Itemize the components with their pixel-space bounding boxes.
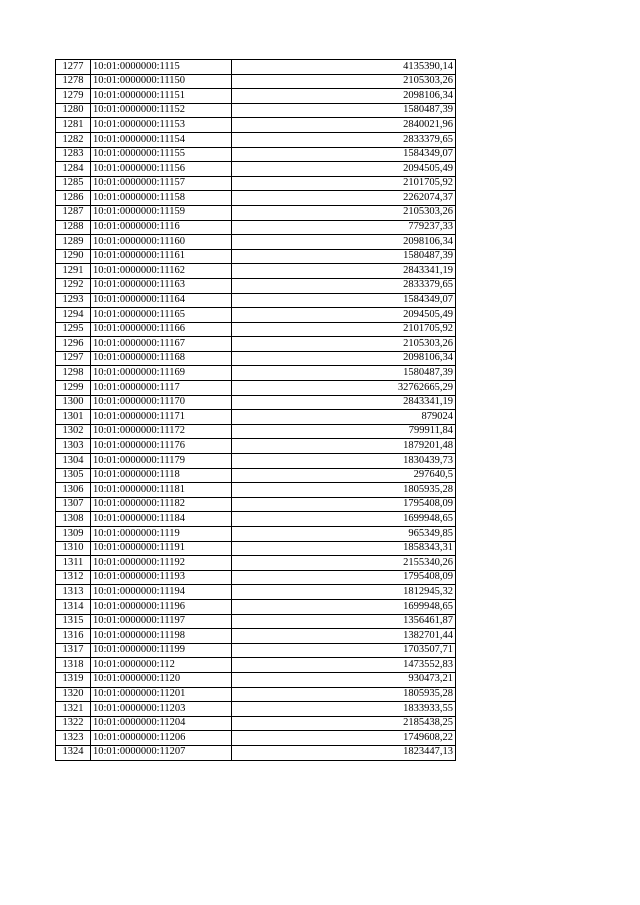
cadastral-number-cell: 10:01:0000000:11179: [91, 454, 232, 469]
cadastral-number-cell: 10:01:0000000:11153: [91, 118, 232, 133]
row-number-cell: 1318: [56, 658, 91, 673]
table-row: [56, 366, 456, 381]
cadastral-number-cell: 10:01:0000000:11191: [91, 541, 232, 556]
table-row: [56, 672, 456, 687]
cadastral-number-cell: 10:01:0000000:11169: [91, 366, 232, 381]
cadastral-value-table: [55, 59, 456, 761]
cadastral-number-cell: 10:01:0000000:11167: [91, 337, 232, 352]
cadastral-value-cell: 2101705,92: [232, 322, 456, 337]
table-row: [56, 570, 456, 585]
table-row: [56, 308, 456, 323]
cadastral-number-cell: 10:01:0000000:1116: [91, 220, 232, 235]
cadastral-value-cell: 1830439,73: [232, 454, 456, 469]
cadastral-value-cell: 879024: [232, 410, 456, 425]
cadastral-value-cell: 1749608,22: [232, 731, 456, 746]
row-number-cell: 1322: [56, 716, 91, 731]
cadastral-value-cell: 2833379,65: [232, 132, 456, 147]
row-number-cell: 1280: [56, 103, 91, 118]
table-row: [56, 454, 456, 469]
table-row: [56, 60, 456, 75]
cadastral-value-cell: 1805935,28: [232, 483, 456, 498]
cadastral-number-cell: 10:01:0000000:11172: [91, 424, 232, 439]
row-number-cell: 1314: [56, 599, 91, 614]
row-number-cell: 1316: [56, 629, 91, 644]
cadastral-value-cell: 1382701,44: [232, 629, 456, 644]
cadastral-number-cell: 10:01:0000000:11196: [91, 599, 232, 614]
cadastral-value-cell: 1858343,31: [232, 541, 456, 556]
row-number-cell: 1309: [56, 527, 91, 542]
cadastral-number-cell: 10:01:0000000:11206: [91, 731, 232, 746]
row-number-cell: 1278: [56, 74, 91, 89]
row-number-cell: 1281: [56, 118, 91, 133]
row-number-cell: 1286: [56, 191, 91, 206]
table-row: [56, 439, 456, 454]
cadastral-value-cell: 1473552,83: [232, 658, 456, 673]
table-row: [56, 278, 456, 293]
cadastral-number-cell: 10:01:0000000:11156: [91, 162, 232, 177]
row-number-cell: 1282: [56, 132, 91, 147]
cadastral-number-cell: 10:01:0000000:11152: [91, 103, 232, 118]
cadastral-number-cell: 10:01:0000000:11197: [91, 614, 232, 629]
row-number-cell: 1305: [56, 468, 91, 483]
cadastral-value-cell: 2098106,34: [232, 351, 456, 366]
cadastral-value-cell: 1699948,65: [232, 599, 456, 614]
cadastral-value-cell: 32762665,29: [232, 381, 456, 396]
cadastral-value-cell: 1823447,13: [232, 745, 456, 760]
table-row: [56, 410, 456, 425]
row-number-cell: 1300: [56, 395, 91, 410]
cadastral-number-cell: 10:01:0000000:11157: [91, 176, 232, 191]
row-number-cell: 1285: [56, 176, 91, 191]
row-number-cell: 1288: [56, 220, 91, 235]
table-row: [56, 658, 456, 673]
table-row: [56, 716, 456, 731]
cadastral-number-cell: 10:01:0000000:11166: [91, 322, 232, 337]
table-row: [56, 556, 456, 571]
table-row: [56, 497, 456, 512]
row-number-cell: 1296: [56, 337, 91, 352]
cadastral-value-cell: 2105303,26: [232, 74, 456, 89]
cadastral-value-cell: 799911,84: [232, 424, 456, 439]
cadastral-number-cell: 10:01:0000000:11199: [91, 643, 232, 658]
row-number-cell: 1312: [56, 570, 91, 585]
cadastral-value-cell: 1584349,07: [232, 293, 456, 308]
table-row: [56, 220, 456, 235]
cadastral-value-cell: 297640,5: [232, 468, 456, 483]
cadastral-number-cell: 10:01:0000000:11182: [91, 497, 232, 512]
cadastral-number-cell: 10:01:0000000:11155: [91, 147, 232, 162]
table-row: [56, 731, 456, 746]
row-number-cell: 1293: [56, 293, 91, 308]
table-row: [56, 249, 456, 264]
cadastral-number-cell: 10:01:0000000:11164: [91, 293, 232, 308]
cadastral-value-cell: 4135390,14: [232, 60, 456, 75]
table-row: [56, 585, 456, 600]
table-row: [56, 89, 456, 104]
row-number-cell: 1304: [56, 454, 91, 469]
cadastral-value-cell: 1580487,39: [232, 366, 456, 381]
table-row: [56, 483, 456, 498]
row-number-cell: 1301: [56, 410, 91, 425]
cadastral-number-cell: 10:01:0000000:11193: [91, 570, 232, 585]
cadastral-number-cell: 10:01:0000000:11203: [91, 702, 232, 717]
cadastral-number-cell: 10:01:0000000:11168: [91, 351, 232, 366]
cadastral-number-cell: 10:01:0000000:11151: [91, 89, 232, 104]
cadastral-value-cell: 1795408,09: [232, 570, 456, 585]
cadastral-number-cell: 10:01:0000000:11158: [91, 191, 232, 206]
cadastral-number-cell: 10:01:0000000:11198: [91, 629, 232, 644]
row-number-cell: 1315: [56, 614, 91, 629]
table-body: [56, 60, 456, 761]
cadastral-number-cell: 10:01:0000000:1118: [91, 468, 232, 483]
row-number-cell: 1308: [56, 512, 91, 527]
cadastral-value-cell: 1703507,71: [232, 643, 456, 658]
table-row: [56, 745, 456, 760]
table-row: [56, 337, 456, 352]
table-row: [56, 468, 456, 483]
row-number-cell: 1310: [56, 541, 91, 556]
cadastral-value-cell: 2843341,19: [232, 395, 456, 410]
cadastral-number-cell: 10:01:0000000:11165: [91, 308, 232, 323]
cadastral-value-cell: 2105303,26: [232, 337, 456, 352]
row-number-cell: 1297: [56, 351, 91, 366]
cadastral-number-cell: 10:01:0000000:1119: [91, 527, 232, 542]
row-number-cell: 1290: [56, 249, 91, 264]
table-row: [56, 395, 456, 410]
cadastral-value-cell: 2094505,49: [232, 162, 456, 177]
cadastral-value-cell: 1356461,87: [232, 614, 456, 629]
cadastral-number-cell: 10:01:0000000:1117: [91, 381, 232, 396]
row-number-cell: 1302: [56, 424, 91, 439]
table-row: [56, 176, 456, 191]
cadastral-value-cell: 2155340,26: [232, 556, 456, 571]
row-number-cell: 1289: [56, 235, 91, 250]
cadastral-number-cell: 10:01:0000000:11181: [91, 483, 232, 498]
row-number-cell: 1319: [56, 672, 91, 687]
table-row: [56, 205, 456, 220]
cadastral-value-cell: 1584349,07: [232, 147, 456, 162]
cadastral-number-cell: 10:01:0000000:11160: [91, 235, 232, 250]
row-number-cell: 1303: [56, 439, 91, 454]
row-number-cell: 1279: [56, 89, 91, 104]
cadastral-value-cell: 2105303,26: [232, 205, 456, 220]
cadastral-value-cell: 930473,21: [232, 672, 456, 687]
table-row: [56, 74, 456, 89]
row-number-cell: 1295: [56, 322, 91, 337]
row-number-cell: 1283: [56, 147, 91, 162]
cadastral-number-cell: 10:01:0000000:11162: [91, 264, 232, 279]
table-row: [56, 687, 456, 702]
cadastral-number-cell: 10:01:0000000:11171: [91, 410, 232, 425]
table-row: [56, 264, 456, 279]
table-row: [56, 147, 456, 162]
cadastral-number-cell: 10:01:0000000:11194: [91, 585, 232, 600]
table-row: [56, 614, 456, 629]
row-number-cell: 1299: [56, 381, 91, 396]
cadastral-value-cell: 1795408,09: [232, 497, 456, 512]
cadastral-value-cell: 2101705,92: [232, 176, 456, 191]
row-number-cell: 1313: [56, 585, 91, 600]
table-row: [56, 103, 456, 118]
cadastral-number-cell: 10:01:0000000:11159: [91, 205, 232, 220]
table-row: [56, 599, 456, 614]
row-number-cell: 1323: [56, 731, 91, 746]
table-row: [56, 191, 456, 206]
row-number-cell: 1306: [56, 483, 91, 498]
cadastral-value-cell: 1699948,65: [232, 512, 456, 527]
row-number-cell: 1294: [56, 308, 91, 323]
table-row: [56, 162, 456, 177]
cadastral-value-cell: 1580487,39: [232, 249, 456, 264]
table-row: [56, 235, 456, 250]
table-row: [56, 702, 456, 717]
cadastral-value-cell: 1833933,55: [232, 702, 456, 717]
table-row: [56, 322, 456, 337]
cadastral-value-cell: 965349,85: [232, 527, 456, 542]
cadastral-value-cell: 2094505,49: [232, 308, 456, 323]
cadastral-number-cell: 10:01:0000000:11184: [91, 512, 232, 527]
cadastral-number-cell: 10:01:0000000:11207: [91, 745, 232, 760]
row-number-cell: 1307: [56, 497, 91, 512]
cadastral-value-cell: 2185438,25: [232, 716, 456, 731]
cadastral-number-cell: 10:01:0000000:1120: [91, 672, 232, 687]
row-number-cell: 1320: [56, 687, 91, 702]
row-number-cell: 1317: [56, 643, 91, 658]
row-number-cell: 1292: [56, 278, 91, 293]
cadastral-number-cell: 10:01:0000000:11161: [91, 249, 232, 264]
cadastral-value-cell: 779237,33: [232, 220, 456, 235]
row-number-cell: 1324: [56, 745, 91, 760]
table-row: [56, 629, 456, 644]
row-number-cell: 1284: [56, 162, 91, 177]
cadastral-value-cell: 2843341,19: [232, 264, 456, 279]
cadastral-value-cell: 1879201,48: [232, 439, 456, 454]
row-number-cell: 1298: [56, 366, 91, 381]
cadastral-number-cell: 10:01:0000000:11192: [91, 556, 232, 571]
row-number-cell: 1287: [56, 205, 91, 220]
table-row: [56, 424, 456, 439]
cadastral-value-cell: 1580487,39: [232, 103, 456, 118]
cadastral-value-cell: 2833379,65: [232, 278, 456, 293]
table-row: [56, 512, 456, 527]
row-number-cell: 1321: [56, 702, 91, 717]
cadastral-value-cell: 1805935,28: [232, 687, 456, 702]
table-row: [56, 643, 456, 658]
table-row: [56, 381, 456, 396]
cadastral-number-cell: 10:01:0000000:11176: [91, 439, 232, 454]
cadastral-number-cell: 10:01:0000000:112: [91, 658, 232, 673]
cadastral-value-cell: 2262074,37: [232, 191, 456, 206]
table-row: [56, 351, 456, 366]
cadastral-number-cell: 10:01:0000000:1115: [91, 60, 232, 75]
cadastral-value-cell: 2098106,34: [232, 235, 456, 250]
table-row: [56, 118, 456, 133]
row-number-cell: 1311: [56, 556, 91, 571]
row-number-cell: 1291: [56, 264, 91, 279]
cadastral-number-cell: 10:01:0000000:11204: [91, 716, 232, 731]
table-row: [56, 132, 456, 147]
cadastral-number-cell: 10:01:0000000:11170: [91, 395, 232, 410]
table-row: [56, 541, 456, 556]
cadastral-number-cell: 10:01:0000000:11201: [91, 687, 232, 702]
cadastral-value-cell: 1812945,32: [232, 585, 456, 600]
table-row: [56, 527, 456, 542]
cadastral-number-cell: 10:01:0000000:11154: [91, 132, 232, 147]
row-number-cell: 1277: [56, 60, 91, 75]
cadastral-value-cell: 2840021,96: [232, 118, 456, 133]
cadastral-number-cell: 10:01:0000000:11150: [91, 74, 232, 89]
table-row: [56, 293, 456, 308]
cadastral-value-cell: 2098106,34: [232, 89, 456, 104]
cadastral-number-cell: 10:01:0000000:11163: [91, 278, 232, 293]
